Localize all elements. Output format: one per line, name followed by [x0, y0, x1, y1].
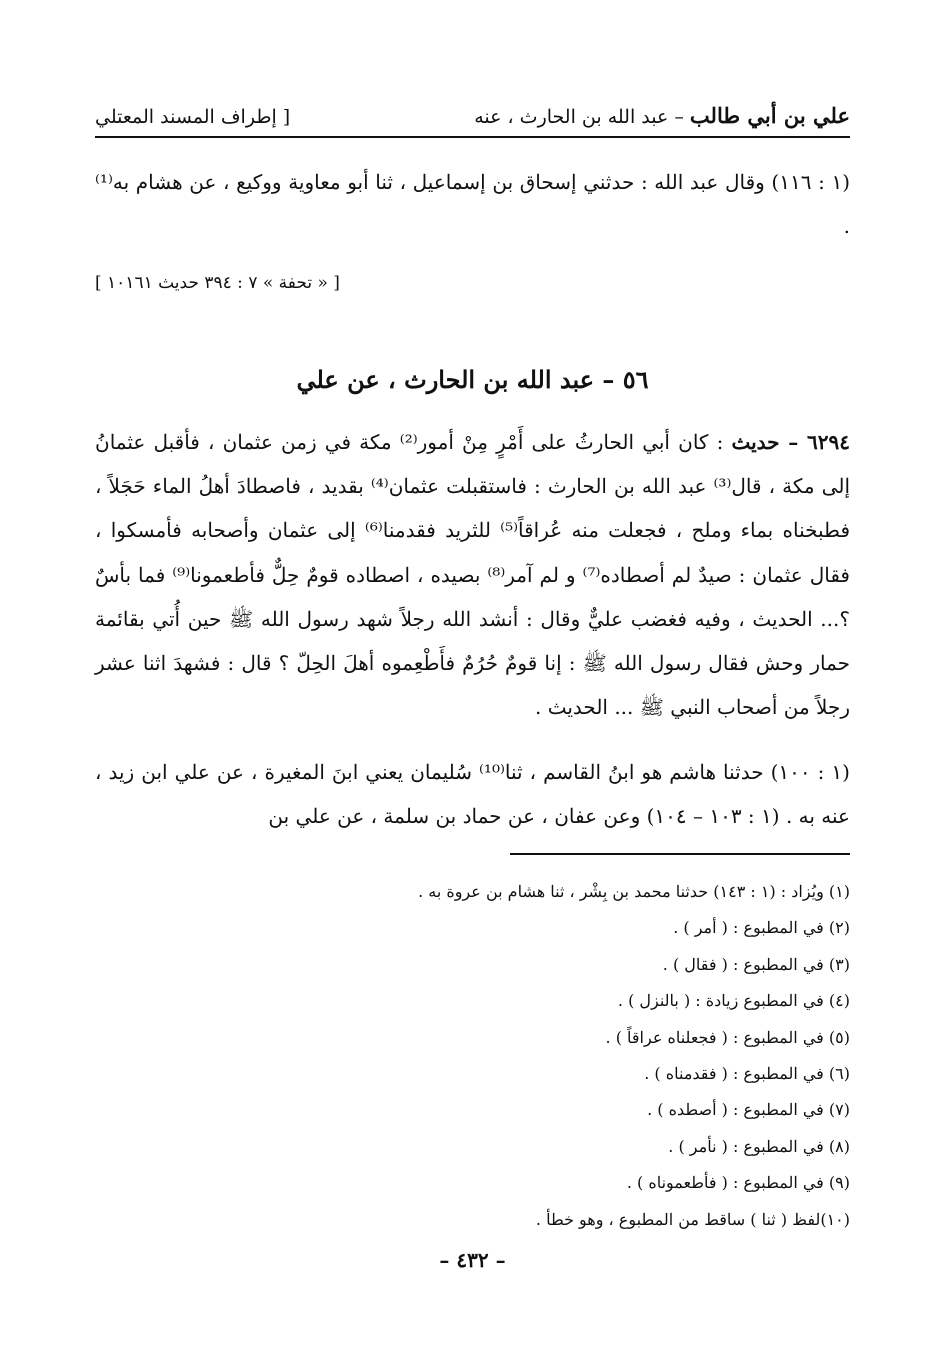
footnote-item: (١٠)لفظ ( ثنا ) ساقط من المطبوع ، وهو خطأ .	[535, 1209, 850, 1229]
header-chapter-subtitle: – عبد الله بن الحارث ، عنه	[474, 106, 690, 128]
footnote-item: (٢) في المطبوع : ( أمر ) .	[673, 918, 850, 938]
book-page	[95, 0, 850, 1368]
footnote-item: (٨) في المطبوع : ( نأمر ) .	[668, 1136, 850, 1156]
header-chapter-name: علي بن أبي طالب	[689, 103, 850, 128]
header-rule	[95, 136, 850, 138]
hadith-text: : كان أبي الحارثُ على أَمْرٍ مِنْ أمور⁽²⁾ مكة في زمن عثمان ، فأقبل عثمانُ إلى مكة ، قال⁽³⁾ عبد الله بن الحارث : فاستقبلت عثمان⁽⁴⁾ بقديد ، فاصطادَ أهلُ الماء حَجَلاً ، فطبخناه بماء وملح ، فجعلت منه عُراقاً⁽⁵⁾ للثريد فقدمنا⁽⁶⁾ إلى عثمان وأصحابه فأمسكوا ، فقال عثمان : صيدٌ لم أصطاده⁽⁷⁾ و لم آمر⁽⁸⁾ بصيده ، اصطاده قومٌ حِلٌّ فأطعمونا⁽⁹⁾ فما بأسٌ ؟... الحديث ، وفيه فغضب عليٌّ وقال : أنشد الله رجلاً شهد رسول الله ﷺ حين أُتي بقائمة حمار وحش فقال رسول الله ﷺ : إنا قومٌ حُرُمٌ فأَطْعِموه أهلَ الحِلّ ؟ قال : فشهدَ اثنا عشر رجلاً من أصحاب النبي ﷺ ... الحديث .	[95, 430, 851, 720]
footnote-item: (٦) في المطبوع : ( فقدمناه ) .	[644, 1064, 850, 1084]
tuhfa-reference-text: [ « تحفة » ٧ : ٣٩٤ حديث ١٠١٦١ ]	[95, 273, 340, 293]
footnote-item: (١) ويُزاد : (١ : ١٤٣) حدثنا محمد بن بِشْر ، ثنا هشام بن عروة به .	[418, 882, 850, 901]
footnote-item: (٥) في المطبوع : ( فجعلناه عراقاً ) .	[605, 1027, 850, 1047]
tuhfa-reference	[95, 268, 850, 298]
header-book-title: [ إطراف المسند المعتلي	[95, 106, 291, 128]
footnote-item: (٧) في المطبوع : ( أصطده ) .	[647, 1100, 850, 1120]
footnote-item: (٩) في المطبوع : ( فأطعموناه ) .	[626, 1173, 850, 1193]
paragraph-2: (١ : ١٠٠) حدثنا هاشم هو ابنُ القاسم ، ثنا⁽¹⁰⁾ سُليمان يعني ابنَ المغيرة ، عن علي ابن زيد ، عنه به . (١ : ١٠٣ – ١٠٤) وعن عفان ، عن حماد بن سلمة ، عن علي بن	[95, 760, 850, 828]
footnotes-list	[95, 874, 850, 1238]
paragraph-1: (١ : ١١٦) وقال عبد الله : حدثني إسحاق بن إسماعيل ، ثنا أبو معاوية ووكيع ، عن هشام به⁽¹⁾ .	[95, 170, 850, 238]
hadith-number: ٦٢٩٤ – حديث	[731, 430, 850, 454]
footnote-item: (٤) في المطبوع زيادة : ( بالنزل ) .	[617, 991, 850, 1011]
header-chapter-title	[474, 103, 850, 130]
page-number: – ٤٣٢ –	[439, 1248, 506, 1272]
footnote-rule	[510, 853, 850, 855]
section-heading: ٥٦ – عبد الله بن الحارث ، عن علي	[296, 365, 649, 394]
hadith-paragraph	[95, 420, 850, 729]
running-header	[95, 96, 850, 130]
footnote-item: (٣) في المطبوع : ( فقال ) .	[662, 954, 850, 974]
